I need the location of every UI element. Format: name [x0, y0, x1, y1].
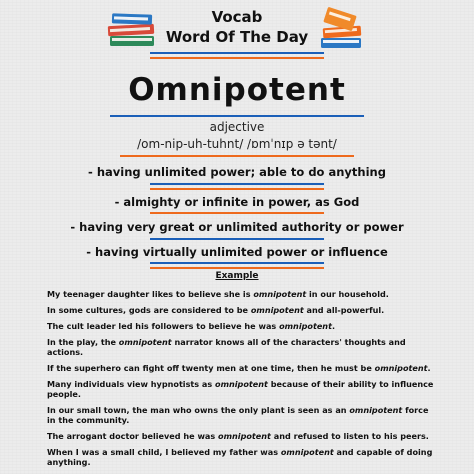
- example-sentence: My teenager daughter likes to believe she is omnipotent in our household.: [47, 289, 389, 299]
- example-sentence: The cult leader led his followers to believe he was omnipotent.: [47, 321, 336, 331]
- divider-orange: [150, 188, 324, 190]
- example-list: [47, 289, 434, 473]
- definition-4: - having virtually unlimited power or influence: [86, 245, 388, 259]
- divider-orange: [150, 267, 324, 269]
- divider-blue: [150, 262, 324, 264]
- example-sentence: In our small town, the man who owns the only plant is seen as an omnipotent force in the community.: [47, 405, 429, 425]
- definition-2: - almighty or infinite in power, as God: [114, 195, 360, 209]
- divider-blue: [150, 52, 324, 54]
- vocab-word: Omnipotent: [128, 72, 346, 108]
- example-sentence: If the superhero can fight off twenty men at one time, then he must be omnipotent.: [47, 363, 431, 373]
- divider-blue: [150, 238, 324, 240]
- divider-orange: [150, 57, 324, 59]
- part-of-speech: adjective: [209, 120, 265, 134]
- divider-blue: [110, 115, 364, 117]
- definition-3: - having very great or unlimited authority or power: [70, 220, 404, 234]
- example-sentence: When I was a small child, I believed my father was omnipotent and capable of doing anything.: [47, 447, 433, 467]
- header: [0, 7, 474, 47]
- divider-blue: [150, 183, 324, 185]
- divider-orange: [120, 155, 354, 157]
- example-sentence: In the play, the omnipotent narrator knows all of the characters' thoughts and actions.: [47, 337, 406, 357]
- example-sentence: The arrogant doctor believed he was omnipotent and refused to listen to his peers.: [47, 431, 429, 441]
- header-vocab: Vocab: [211, 8, 263, 26]
- example-heading: Example: [215, 271, 259, 281]
- divider-orange: [150, 212, 324, 214]
- example-sentence: Many individuals view hypnotists as omnipotent because of their ability to influence people.: [47, 379, 434, 399]
- definition-1: - having unlimited power; able to do anything: [88, 165, 386, 179]
- header-word-of-the-day: Word Of The Day: [165, 28, 309, 46]
- example-sentence: In some cultures, gods are considered to be omnipotent and all-powerful.: [47, 305, 385, 315]
- pronunciation: /om-nip-uh-tuhnt/ /ɒmˈnɪp ə tənt/: [137, 137, 337, 151]
